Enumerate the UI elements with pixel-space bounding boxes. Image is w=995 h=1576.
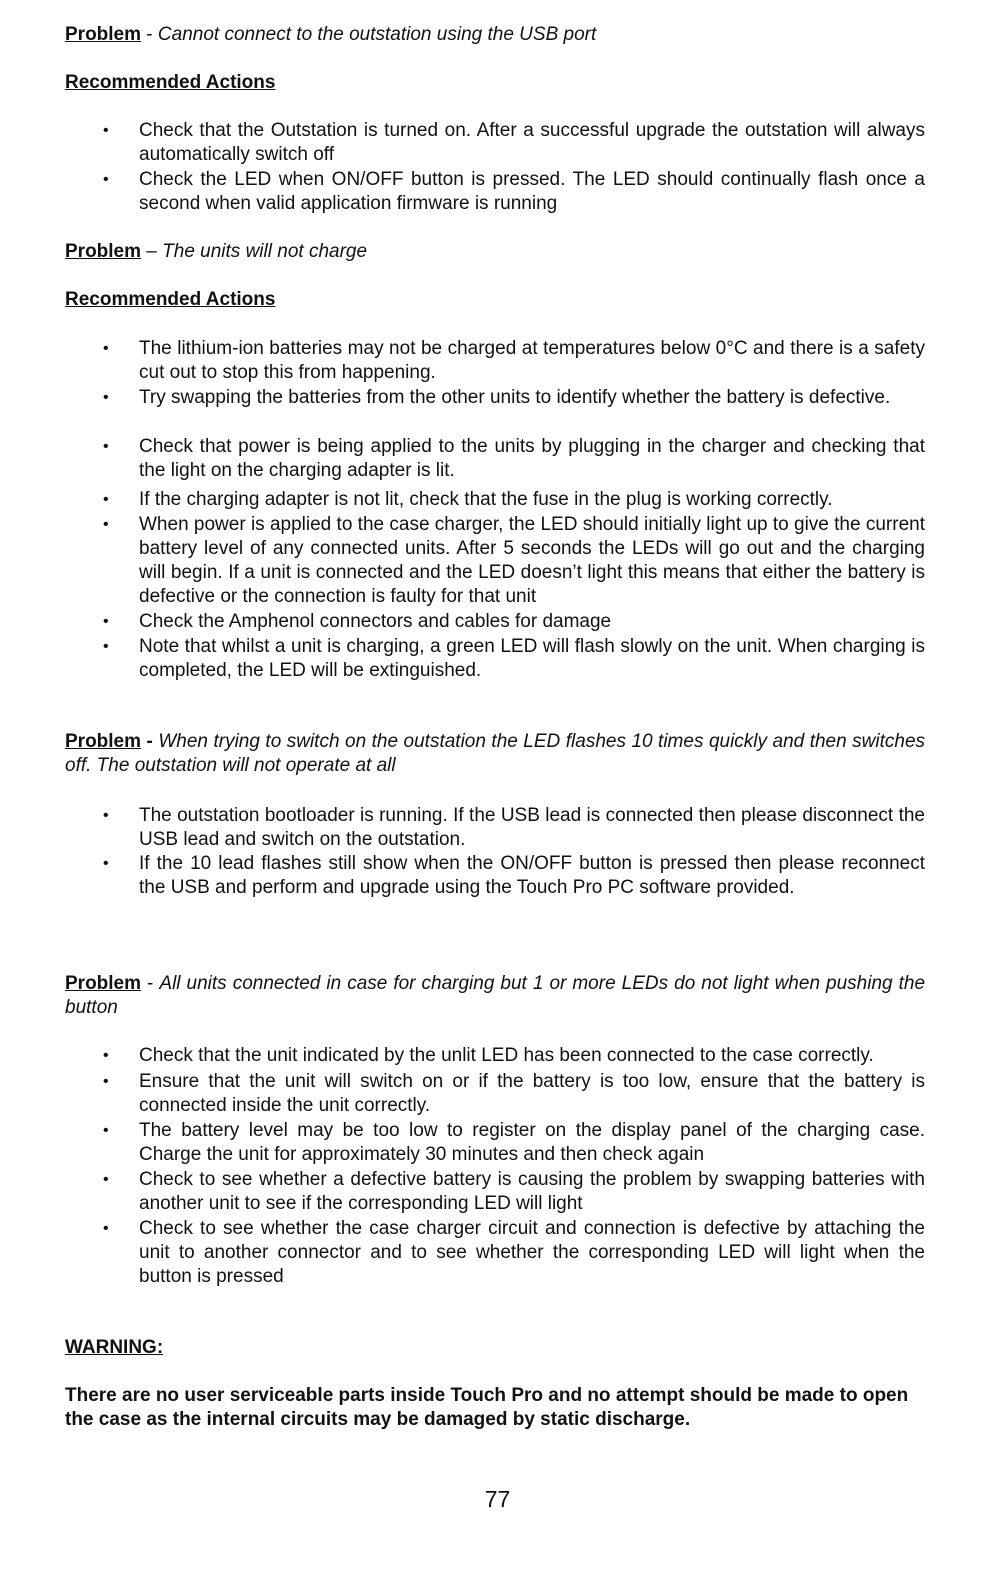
- separator: -: [141, 731, 159, 752]
- list-item-text: If the charging adapter is not lit, check that the fuse in the plug is working correctly.: [139, 489, 833, 510]
- list-item-text: Check the LED when ON/OFF button is pressed. The LED should continually flash once a second when valid application firmware is running: [139, 169, 925, 214]
- list-item-text: Check to see whether a defective battery is causing the problem by swapping batteries with another unit to see if the corresponding LED will light: [139, 1169, 925, 1214]
- bullet-icon: •: [103, 1220, 109, 1237]
- bullet-icon: •: [103, 638, 109, 655]
- problem-label: Problem: [65, 24, 142, 45]
- warning-text: There are no user serviceable parts inside Touch Pro and no attempt should be made to open the case as the internal circuits may be damaged by static discharge.: [65, 1385, 909, 1430]
- list-item-text: Check that the unit indicated by the unlit LED has been connected to the case correctly.: [139, 1045, 874, 1066]
- bullet-icon: •: [103, 855, 109, 872]
- problem-heading-bootloader: [65, 730, 925, 778]
- bullet-icon: •: [103, 340, 109, 357]
- problem-description: Cannot connect to the outstation using the USB port: [157, 24, 597, 45]
- problem-heading-charge: [65, 240, 925, 264]
- list-item-text: The battery level may be too low to register on the display panel of the charging case. Charge the unit for approximately 30 minutes and then check again: [139, 1120, 925, 1165]
- bullet-icon: •: [103, 389, 109, 406]
- bullet-icon: •: [103, 613, 109, 630]
- recommended-actions-heading: Recommended Actions: [65, 72, 276, 93]
- problem-heading-leds: [65, 972, 925, 1020]
- bullet-icon: •: [103, 1171, 109, 1188]
- problem-description: All units connected in case for charging but 1 or more LEDs do not light when pushing the button: [65, 973, 926, 1018]
- separator: -: [141, 24, 158, 45]
- separator: –: [141, 241, 163, 262]
- bullet-icon: •: [103, 1047, 109, 1064]
- list-item-text: The lithium-ion batteries may not be charged at temperatures below 0°C and there is a safety cut out to stop this from happening.: [139, 338, 925, 383]
- bullet-icon: •: [103, 171, 109, 188]
- problem-description: The units will not charge: [162, 241, 368, 262]
- page-number: 77: [484, 1486, 511, 1512]
- list-item-text: Check that the Outstation is turned on. After a successful upgrade the outstation will always automatically switch off: [139, 120, 925, 165]
- list-item-text: Note that whilst a unit is charging, a green LED will flash slowly on the unit. When charging is completed, the LED will be extinguished.: [139, 636, 925, 681]
- bullet-icon: •: [103, 491, 109, 508]
- bullet-icon: •: [103, 1073, 109, 1090]
- list-item-text: Ensure that the unit will switch on or if the battery is too low, ensure that the battery is connected inside the unit correctly.: [139, 1071, 925, 1116]
- problem-label: Problem: [65, 241, 142, 262]
- problem-label: Problem: [65, 731, 142, 752]
- list-item-text: When power is applied to the case charger, the LED should initially light up to give the current battery level of any connected units. After 5 seconds the LEDs will go out and the charging will begin. If a unit is connected and the LED doesn’t light this means that either the battery is defective or the connection is faulty for that unit: [139, 514, 925, 607]
- list-item-text: Check the Amphenol connectors and cables for damage: [139, 611, 612, 632]
- bullet-icon: •: [103, 516, 109, 533]
- bullet-icon: •: [103, 807, 109, 824]
- list-item-text: If the 10 lead flashes still show when the ON/OFF button is pressed then please reconnect the USB and perform and upgrade using the Touch Pro PC software provided.: [139, 853, 925, 898]
- problem-heading-usb: [65, 23, 925, 47]
- bullet-icon: •: [103, 122, 109, 139]
- list-item-text: Check that power is being applied to the units by plugging in the charger and checking that the light on the charging adapter is lit.: [139, 436, 925, 481]
- list-item-text: Try swapping the batteries from the other units to identify whether the battery is defective.: [139, 387, 891, 408]
- bullet-icon: •: [103, 438, 109, 455]
- problem-description: When trying to switch on the outstation the LED flashes 10 times quickly and then switches off. The outstation will not operate at all: [65, 731, 926, 776]
- list-item-text: The outstation bootloader is running. If the USB lead is connected then please disconnect the USB lead and switch on the outstation.: [139, 805, 925, 850]
- recommended-actions-heading: Recommended Actions: [65, 289, 276, 310]
- list-item-text: Check to see whether the case charger circuit and connection is defective by attaching the unit to another connector and to see whether the corresponding LED will light when the button is pressed: [139, 1218, 925, 1287]
- problem-label: Problem: [65, 973, 142, 994]
- bullet-icon: •: [103, 1122, 109, 1139]
- warning-heading: WARNING:: [65, 1337, 164, 1358]
- separator: -: [141, 973, 160, 994]
